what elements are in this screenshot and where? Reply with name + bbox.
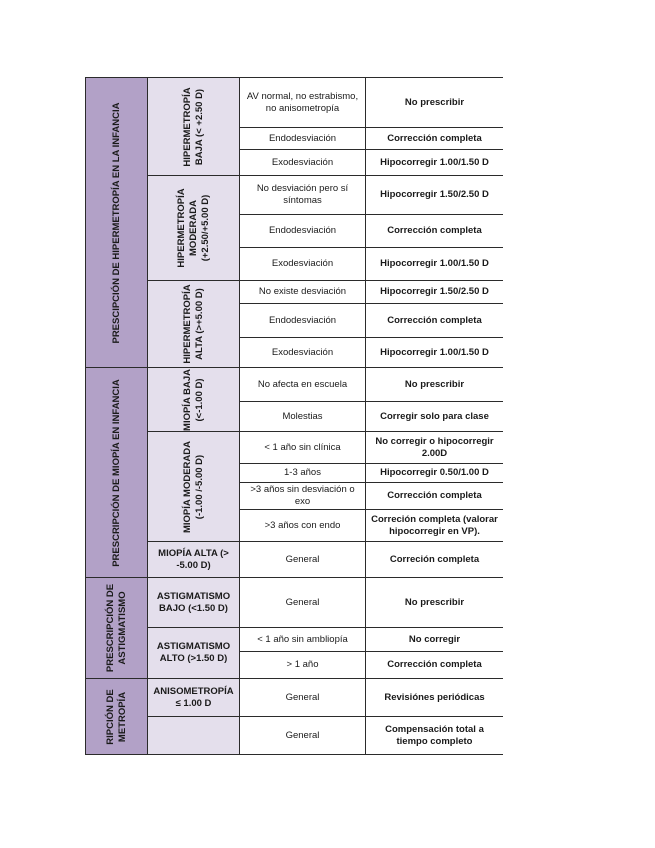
subcategory-hipermetropia-moderada [148,176,240,281]
subcategory-miopia-alta: MIOPÍA ALTA (> -5.00 D) [148,542,240,578]
subcategory-label: (<-1.00 D) [193,377,205,422]
prescription-table [85,77,503,755]
prescription-cell: Hipocorregir 1.00/1.50 D [366,150,504,176]
subcategory-label: MIOPÍA BAJA [181,368,193,431]
prescription-cell: Compensación total a tiempo completo [366,717,504,755]
subcategory-label: (-1.00 /-5.00 D) [193,454,205,519]
condition-cell: Exodesviación [240,248,366,281]
section-label: METROPÍA [116,691,128,742]
section-label: PRESCRIPCIÓN DE MIOPÍA EN INFANCIA [110,378,122,567]
subcategory-label: HIPERMETROPÍA [181,284,193,364]
condition-cell: Endodesviación [240,128,366,150]
condition-cell: Endodesviación [240,304,366,338]
table-row [86,717,504,755]
prescription-cell: Hipocorregir 1.00/1.50 D [366,338,504,368]
section-anisometropia [86,679,148,755]
condition-cell: General [240,679,366,717]
table-row [86,78,504,128]
subcategory-anisometropia-baja: ANISOMETROPÍA ≤ 1.00 D [148,679,240,717]
subcategory-hipermetropia-alta [148,281,240,368]
subcategory-label: (+2.50/+5.00 D) [199,194,211,262]
condition-cell: >3 años sin desviación o exo [240,483,366,510]
table-row [86,176,504,215]
prescription-cell: Hipocorregir 0.50/1.00 D [366,464,504,483]
condition-cell: No existe desviación [240,281,366,304]
subcategory-astigmatismo-bajo: ASTIGMATISMO BAJO (<1.50 D) [148,578,240,628]
prescription-cell: Corregir solo para clase [366,402,504,432]
prescription-cell: No prescribir [366,78,504,128]
section-astigmatismo [86,578,148,679]
prescription-cell: No prescribir [366,578,504,628]
prescription-cell: Correción completa [366,542,504,578]
subcategory-label: MODERADA [187,200,199,256]
prescription-cell: Correción completa (valorar hipocorregir en VP). [366,510,504,542]
subcategory-astigmatismo-alto: ASTIGMATISMO ALTO (>1.50 D) [148,628,240,679]
section-label: PRESCIPCIÓN DE HIPERMETROPÍA EN LA INFANCIA [110,101,122,344]
condition-cell: >3 años con endo [240,510,366,542]
section-miopia [86,368,148,578]
subcategory-label: HIPERMETROPÍA [181,86,193,167]
prescription-cell: No prescribir [366,368,504,402]
table-row [86,578,504,628]
table-row [86,542,504,578]
prescription-cell: No corregir o hipocorregir 2.00D [366,432,504,464]
condition-cell: < 1 año sin clínica [240,432,366,464]
condition-cell: General [240,542,366,578]
subcategory-label: ALTA (>+5.00 D) [193,288,205,360]
prescription-cell: Corrección completa [366,215,504,248]
prescription-cell: No corregir [366,628,504,652]
condition-cell: Endodesviación [240,215,366,248]
condition-cell: Exodesviación [240,338,366,368]
section-label: PRESCRIPCIÓN DE [104,583,116,673]
condition-cell: Exodesviación [240,150,366,176]
table-row [86,281,504,304]
condition-cell: 1-3 años [240,464,366,483]
prescription-cell: Hipocorregir 1.50/2.50 D [366,176,504,215]
subcategory-label: HIPERMETROPÍA [175,188,187,268]
subcategory-hipermetropia-baja [148,78,240,176]
table-row [86,368,504,402]
table-row [86,432,504,464]
prescription-cell: Hipocorregir 1.00/1.50 D [366,248,504,281]
condition-cell: General [240,578,366,628]
condition-cell: < 1 año sin ambliopía [240,628,366,652]
prescription-cell: Hipocorregir 1.50/2.50 D [366,281,504,304]
condition-cell: General [240,717,366,755]
table-row [86,628,504,652]
subcategory-label: MIOPÍA MODERADA [181,440,193,533]
table-row [86,679,504,717]
condition-cell: No desviación pero sí síntomas [240,176,366,215]
prescription-table-sheet [85,77,503,755]
subcategory-miopia-moderada [148,432,240,542]
prescription-cell: Corrección completa [366,304,504,338]
condition-cell: > 1 año [240,652,366,679]
subcategory-miopia-baja [148,368,240,432]
prescription-cell: Corrección completa [366,652,504,679]
condition-cell: Molestias [240,402,366,432]
section-hipermetropia [86,78,148,368]
subcategory-label: BAJA (< +2.50 D) [193,88,205,165]
condition-cell: AV normal, no estrabismo, no anisometropía [240,78,366,128]
prescription-cell: Corrección completa [366,128,504,150]
condition-cell: No afecta en escuela [240,368,366,402]
subcategory-anisometropia-alta [148,717,240,755]
section-label: ASTIGMATISMO [116,591,128,665]
section-label: RIPCIÓN DE [104,688,116,745]
prescription-cell: Corrección completa [366,483,504,510]
prescription-cell: Revisiónes periódicas [366,679,504,717]
